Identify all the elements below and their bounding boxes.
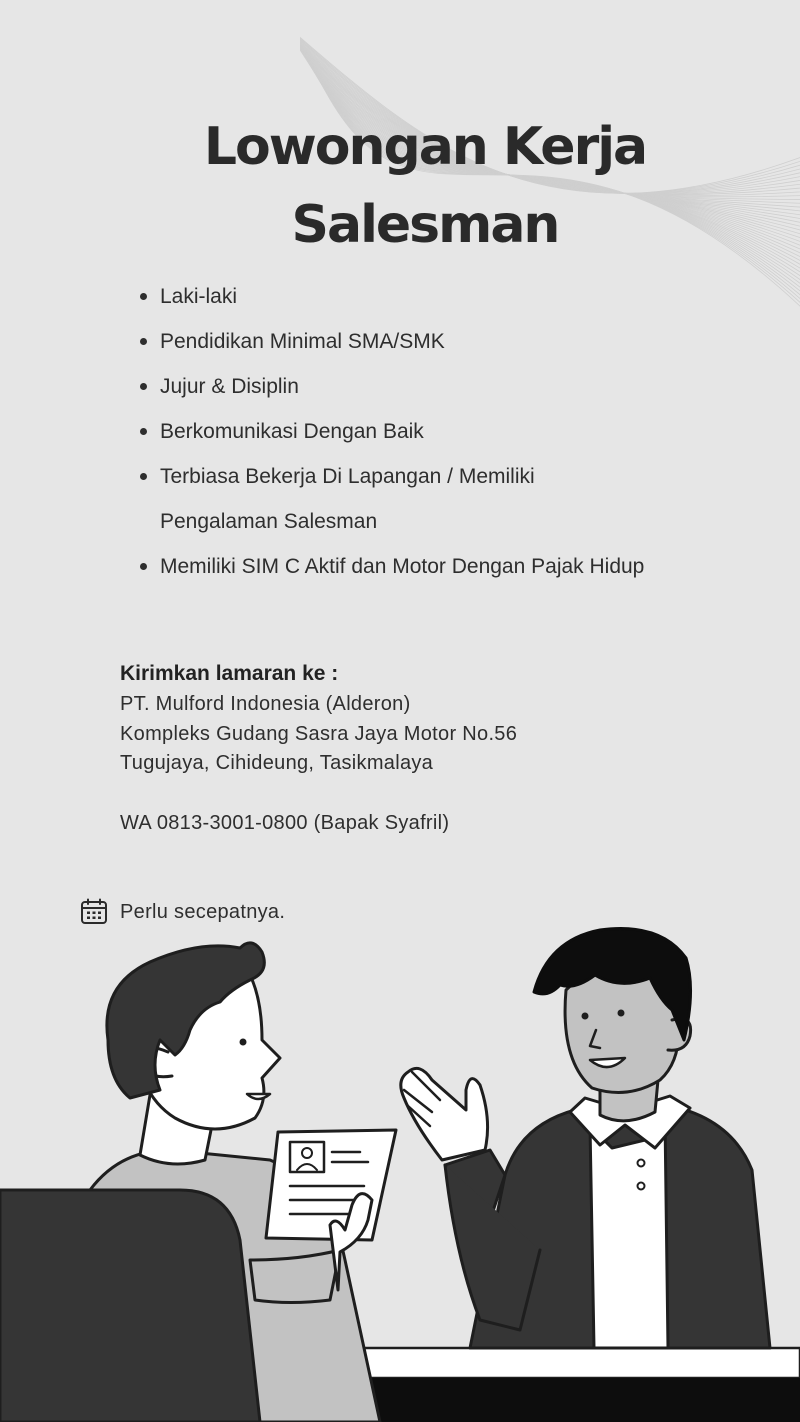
page-title	[0, 108, 800, 264]
whatsapp-contact: WA 0813-3001-0800 (Bapak Syafril)	[120, 811, 450, 834]
requirements-list	[138, 274, 778, 589]
chair-illustration	[0, 1190, 260, 1422]
apply-heading: Kirimkan lamaran ke :	[120, 662, 339, 685]
title-line-2: Salesman	[291, 195, 559, 255]
requirement-item: Pendidikan Minimal SMA/SMK	[138, 319, 778, 364]
company-name: PT. Mulford Indonesia (Alderon)	[120, 693, 411, 715]
deadline-text: Perlu secepatnya.	[120, 900, 286, 923]
requirement-item: Jujur & Disiplin	[138, 364, 778, 409]
requirement-item: Laki-laki	[138, 274, 778, 319]
interview-illustration	[0, 920, 800, 1422]
application-info	[120, 658, 720, 838]
requirement-item: Terbiasa Bekerja Di Lapangan / Memiliki Pengalaman Salesman	[138, 454, 630, 544]
address-line-1: Kompleks Gudang Sasra Jaya Motor No.56	[120, 722, 518, 745]
requirement-item: Berkomunikasi Dengan Baik	[138, 409, 778, 454]
requirement-item: Memiliki SIM C Aktif dan Motor Dengan Pajak Hidup	[138, 544, 778, 589]
address-line-2: Tugujaya, Cihideung, Tasikmalaya	[120, 752, 434, 774]
interviewer-illustration	[401, 929, 770, 1348]
title-line-1: Lowongan Kerja	[203, 117, 647, 177]
